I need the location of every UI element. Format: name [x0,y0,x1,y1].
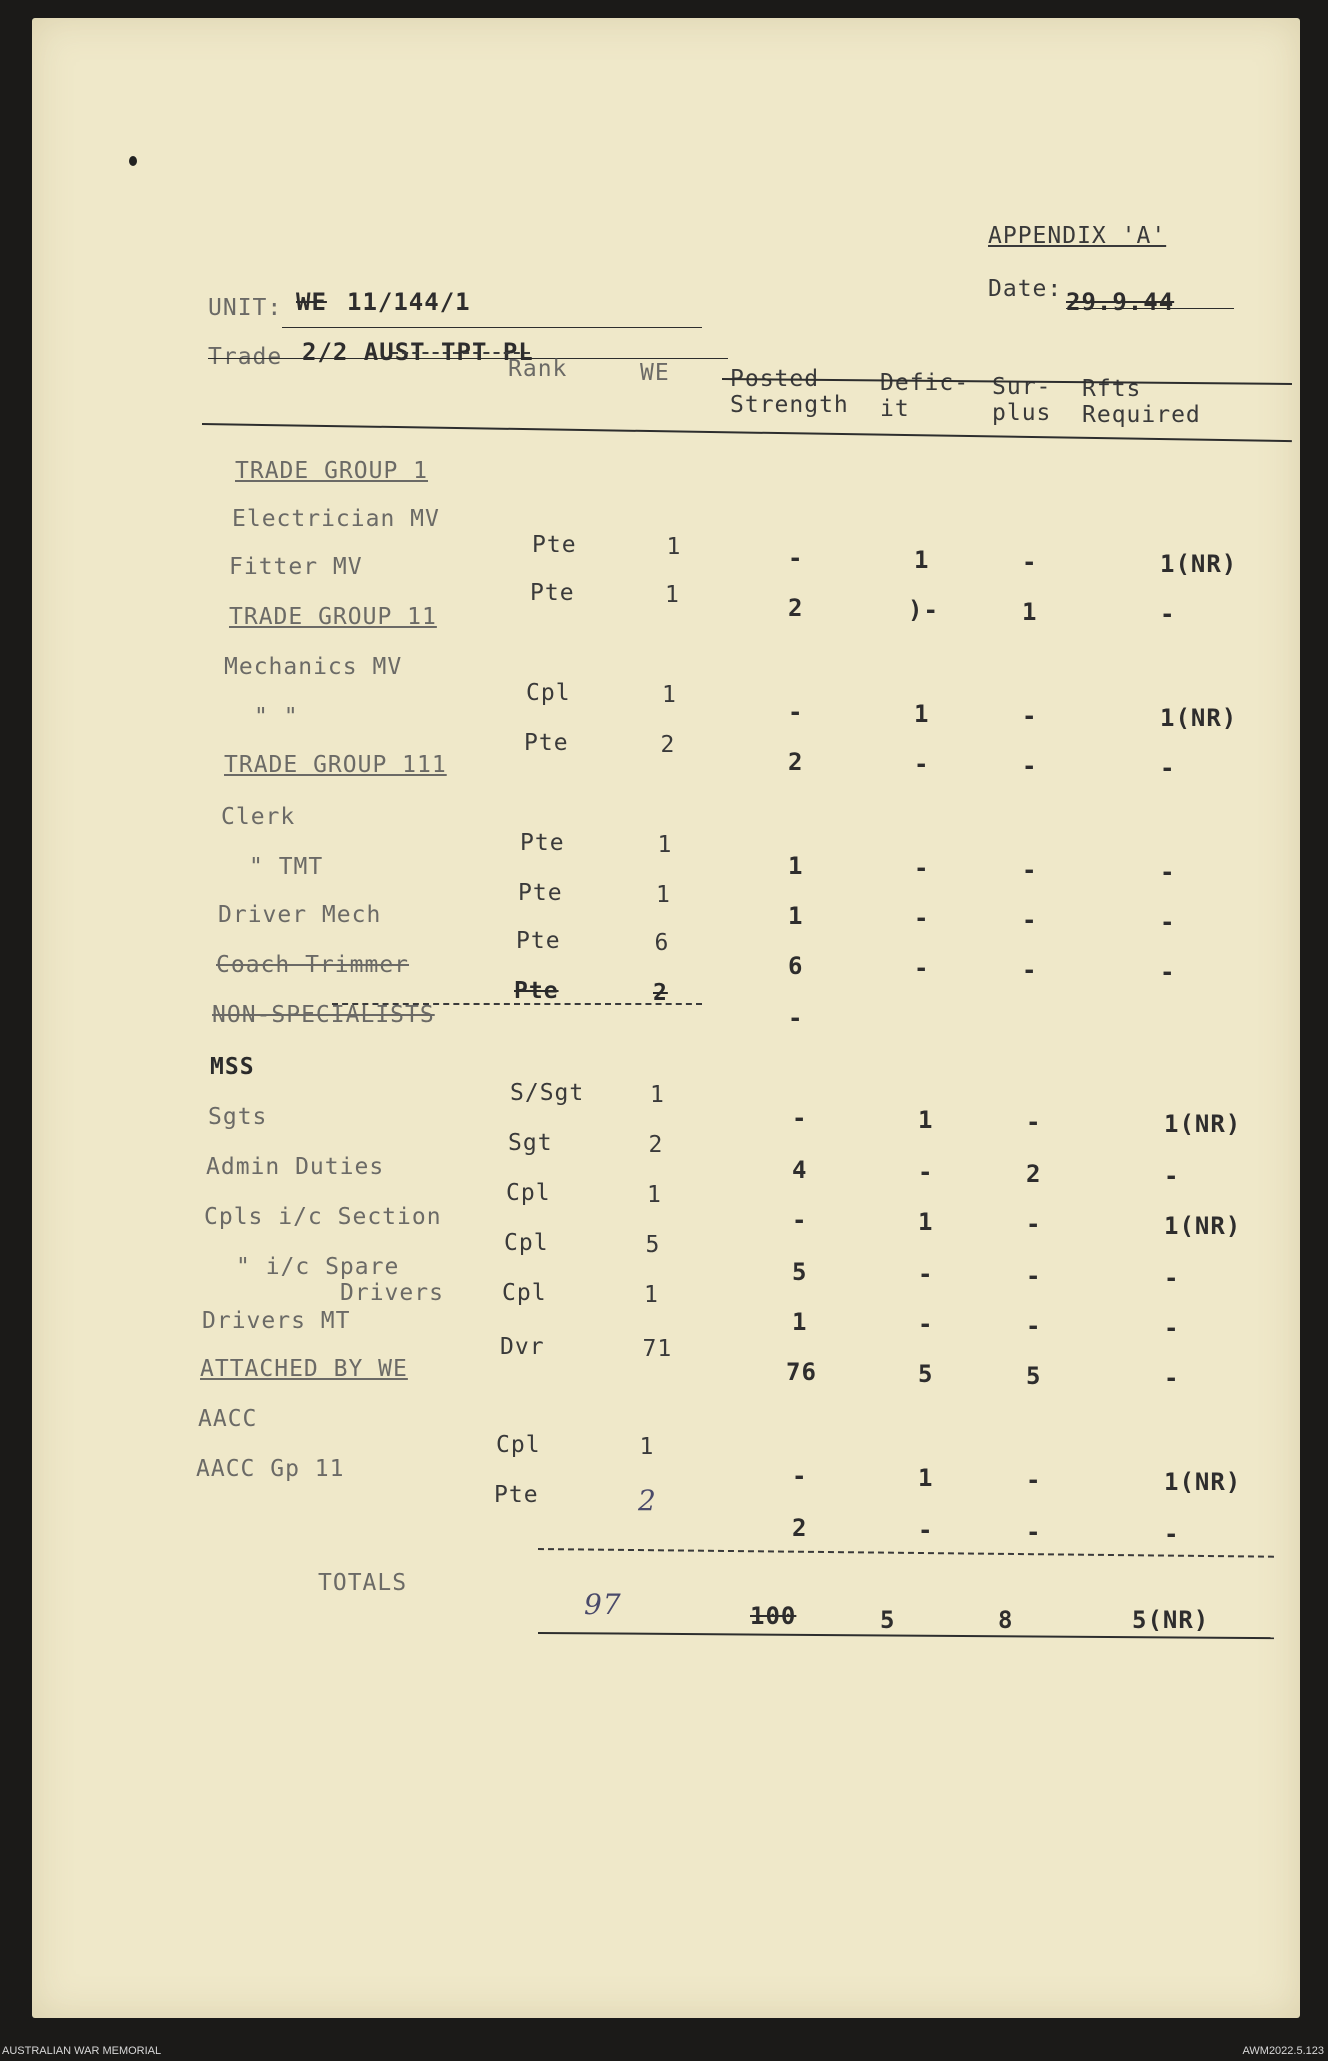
we-cell: 1 [656,882,671,908]
col-deficit-2: it [880,396,910,422]
posted-cell: 2 [788,594,804,622]
deficit-cell: - [918,1516,934,1544]
rfts-cell: 1(NR) [1160,550,1238,578]
rfts-cell: - [1160,908,1176,936]
rank-cell: Pte [514,978,559,1004]
trade-name: " " [254,704,299,730]
deficit-cell: - [914,750,930,778]
non-specialists-strike [332,1003,702,1005]
date-value: 29.9.44 [1066,288,1175,316]
unit-name-strike [392,352,530,354]
rank-cell: Pte [518,880,563,906]
rfts-cell: - [1160,754,1176,782]
deficit-cell: 1 [918,1208,934,1236]
col-rfts-2: Required [1082,402,1201,428]
we-cell: 2 [648,1132,664,1158]
rank-cell: Pte [524,730,569,756]
posted-cell: 5 [792,1258,808,1286]
rfts-cell: - [1160,858,1176,886]
deficit-cell: 5 [918,1360,934,1388]
posted-cell: 2 [792,1514,808,1542]
posted-cell: 6 [788,952,804,980]
deficit-cell: - [918,1158,934,1186]
unit-label: UNIT: [208,295,283,321]
trade-name: MSS [210,1054,255,1080]
rank-cell: Cpl [506,1180,551,1206]
posted-cell: 1 [792,1308,808,1336]
we-cell: 1 [639,1434,655,1460]
rank-cell: Pte [530,580,575,606]
surplus-cell: - [1022,702,1038,730]
rfts-cell: - [1160,958,1176,986]
we-cell: 1 [665,582,680,608]
trade-name: TRADE GROUP 111 [224,752,447,778]
deficit-cell: 1 [918,1464,934,1492]
rank-cell: Pte [516,928,561,954]
trade-name: Electrician MV [232,506,440,532]
posted-cell: - [788,698,804,726]
surplus-cell: - [1026,1262,1042,1290]
rfts-cell: 1(NR) [1164,1110,1242,1138]
col-rank: Rank [508,356,568,382]
rank-cell: Dvr [500,1334,545,1360]
rfts-cell: - [1164,1364,1180,1392]
deficit-cell: )- [908,596,939,624]
we-cell: 1 [647,1182,662,1208]
surplus-cell: - [1026,1210,1042,1238]
we-cell: 2 [653,980,668,1006]
date-underline [1066,308,1234,309]
rfts-cell: - [1164,1520,1180,1548]
we-cell: 1 [650,1082,665,1108]
document-page [32,18,1300,2018]
surplus-cell: - [1022,548,1038,576]
trade-name-cont: Drivers [340,1280,444,1306]
we-cell: 1 [657,832,673,858]
unit-name: 2/2 AUST TPT PL [302,338,534,366]
footer-right: AWM2022.5.123 [1242,2045,1324,2057]
col-surplus-1: Sur- [992,374,1052,400]
rfts-cell: - [1160,600,1176,628]
we-cell: 1 [644,1282,659,1308]
rfts-cell: 1(NR) [1160,704,1238,732]
deficit-cell: 1 [918,1106,934,1134]
rank-cell: Cpl [502,1280,547,1306]
rank-cell: S/Sgt [510,1080,585,1106]
totals-label: TOTALS [318,1570,408,1596]
posted-cell: - [792,1104,808,1132]
trade-label: Trade [208,344,283,370]
posted-cell: 76 [786,1358,817,1386]
posted-cell: - [788,544,804,572]
rank-cell: Pte [520,830,565,856]
deficit-cell: 1 [914,700,930,728]
deficit-cell: - [914,854,930,882]
deficit-cell: 1 [914,546,930,574]
rank-cell: Cpl [526,680,571,706]
col-we: WE [640,360,670,386]
trade-name: Cpls i/c Section [204,1204,442,1230]
surplus-cell: - [1026,1108,1042,1136]
rank-cell: Sgt [508,1130,553,1156]
rank-cell: Cpl [504,1230,549,1256]
surplus-cell: - [1022,906,1038,934]
unit-we: WE [296,288,327,316]
we-cell: 1 [662,682,677,708]
rfts-cell: - [1164,1264,1180,1292]
trade-name: AACC [198,1406,258,1432]
unit-name-underline [208,358,728,359]
trade-name: TRADE GROUP 11 [229,604,437,630]
trade-name: " i/c Spare [236,1254,400,1280]
rfts-cell: 1(NR) [1164,1212,1242,1240]
trade-name: Mechanics MV [224,654,403,680]
trade-name: NON-SPECIALISTS [212,1002,435,1028]
trade-name: Sgts [208,1104,268,1130]
unit-underline [282,327,702,328]
posted-cell: 1 [788,902,804,930]
trade-name: AACC Gp 11 [196,1456,345,1482]
appendix-title: APPENDIX 'A' [988,223,1167,249]
we-cell: 2 [660,732,676,758]
punch-mark [129,156,137,166]
posted-cell: 4 [792,1156,808,1184]
we-cell: 2 [638,1484,657,1517]
col-surplus-2: plus [992,400,1052,426]
totals-top-rule [538,1548,1274,1558]
rank-cell: Pte [494,1482,539,1508]
trade-name: Clerk [221,804,296,830]
deficit-cell: - [918,1260,934,1288]
trade-name: Coach Trimmer [216,952,410,978]
trade-name: Admin Duties [206,1154,385,1180]
unit-value: 11/144/1 [347,288,471,316]
we-cell: 71 [642,1336,673,1362]
posted-cell: - [792,1206,808,1234]
surplus-cell: - [1026,1312,1042,1340]
we-cell: 1 [666,534,682,560]
totals-posted: 100 [750,1602,797,1630]
rfts-cell: - [1164,1162,1180,1190]
footer-left: AUSTRALIAN WAR MEMORIAL [2,2045,162,2057]
totals-we: 97 [584,1588,622,1621]
posted-cell: 2 [788,748,804,776]
col-posted-2: Strength [730,392,849,418]
surplus-cell: - [1022,856,1038,884]
surplus-cell: - [1026,1466,1042,1494]
deficit-cell: - [914,904,930,932]
deficit-cell: - [914,954,930,982]
trade-name: ATTACHED BY WE [200,1356,408,1382]
surplus-cell: 1 [1022,598,1038,626]
rfts-cell: - [1164,1314,1180,1342]
posted-cell: 1 [788,852,804,880]
trade-name: Driver Mech [218,902,382,928]
rank-cell: Pte [532,532,577,558]
we-cell: 5 [645,1232,661,1258]
rfts-cell: 1(NR) [1164,1468,1242,1496]
totals-deficit: 5 [880,1606,896,1634]
deficit-cell: - [918,1310,934,1338]
posted-cell: - [788,1004,804,1032]
trade-name: TRADE GROUP 1 [235,458,429,484]
trade-name: Drivers MT [202,1308,351,1334]
surplus-cell: - [1022,752,1038,780]
totals-rfts: 5(NR) [1132,1606,1210,1634]
col-rfts-1: Rfts [1082,376,1142,402]
col-posted-1: Posted [730,366,820,392]
totals-surplus: 8 [998,1606,1014,1634]
surplus-cell: - [1022,956,1038,984]
date-label: Date: [988,276,1063,302]
surplus-cell: 2 [1026,1160,1042,1188]
surplus-cell: 5 [1026,1362,1042,1390]
rank-cell: Cpl [496,1432,541,1458]
trade-name: Fitter MV [229,554,363,580]
col-deficit-1: Defic- [880,370,970,396]
trade-name: " TMT [249,854,324,880]
surplus-cell: - [1026,1518,1042,1546]
posted-cell: - [792,1462,808,1490]
we-cell: 6 [654,930,670,956]
